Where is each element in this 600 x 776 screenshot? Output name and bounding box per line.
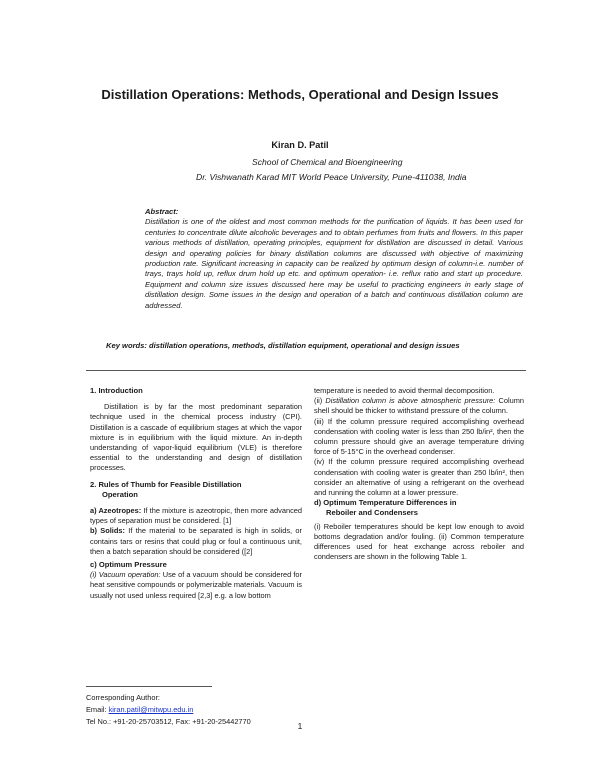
footnote-divider — [86, 686, 212, 687]
continued-paragraph: temperature is needed to avoid thermal decomposition. — [314, 386, 495, 395]
vacuum-label: (i) Vacuum operation: — [90, 570, 161, 580]
email-link[interactable]: kiran.patil@mitwpu.edu.in — [108, 705, 194, 715]
author-name: Kiran D. Patil — [271, 140, 329, 150]
vacuum-text: Use of a vacuum should be considered for heat sensitive compounds or polymerizable materials. Vacuum is usually not used unless required [2,3] e.g. a low bottom — [90, 570, 302, 600]
paper-title: Distillation Operations: Methods, Operational and Design Issues — [101, 87, 499, 102]
left-column — [90, 386, 302, 601]
pressure-ii-italic: Distillation column is above atmospheric pressure: — [325, 396, 496, 406]
abstract — [145, 207, 523, 311]
abstract-text: Distillation is one of the oldest and most common methods for the purification of liquids. It has been used for centuries to concentrate dilute alcoholic beverages and to obtain perfumes from fruits and flowers. In this paper various methods of distillation, operating principles, equipment for distillation are discussed in detail. Various design and operating policies for binary distillation columns are discussed with objective of maximizing production rate. Significant increasing in capacity can be realized by optimum design of column-i.e. number of trays, trays hold up, reflux drum hold up etc. and optimum operation- i.e. reflux ratio and start up procedure. Equipment and column size issues discussed here may be useful to practicing engineers in early stage of distillation design. Some issues in the design and operation of a batch and continuous distillation column are addressed. — [145, 217, 523, 310]
pressure-ii-text: Column shell should be thicker to withstand pressure of the column. — [314, 396, 524, 416]
azeotropes-label: a) Azeotropes: — [90, 506, 142, 516]
pressure-ii-label: (ii) — [314, 396, 326, 406]
azeotropes-paragraph — [90, 506, 302, 526]
page-number: 1 — [297, 721, 303, 731]
email-line — [86, 704, 251, 716]
solids-text: If the material to be separated is high in solids, or contains tars or resins that could plug or foul a continuous unit, then a batch separation should be considered ([2] — [90, 526, 302, 556]
corresponding-author-label: Corresponding Author: — [86, 693, 160, 702]
rules-heading — [90, 480, 302, 500]
phone-line: Tel No.: +91-20-25703512, Fax: +91-20-25442770 — [86, 717, 251, 727]
rules-heading-line1: 2. Rules of Thumb for Feasible Distillation — [90, 479, 242, 489]
right-column — [314, 386, 524, 562]
intro-heading: 1. Introduction — [90, 386, 143, 395]
azeotropes-text: If the mixture is azeotropic, then more advanced types of separation must be considered. [1] — [90, 506, 302, 526]
temperature-paragraph: (i) Reboiler temperatures should be kept low enough to avoid bottoms degradation and/or fouling. (ii) Common temperature differences used for heat exchange across reboiler and condensers are shown in the following Table 1. — [314, 521, 524, 562]
pressure-heading: c) Optimum Pressure — [90, 560, 167, 570]
abstract-label: Abstract: — [145, 207, 179, 216]
keywords: Key words: distillation operations, methods, distillation equipment, operational and design issues — [106, 341, 460, 350]
affiliation-school: School of Chemical and Bioengineering — [252, 157, 403, 167]
temperature-heading-line2: Reboiler and Condensers — [326, 508, 418, 518]
pressure-ii-paragraph — [314, 396, 524, 416]
solids-paragraph — [90, 526, 302, 557]
pressure-iii-paragraph: (iii) If the column pressure required accomplishing overhead condensation with cooling water is less than 250 lb/in², then the column pressure should give an average temperature driving force of 5-15°C in the overhead condenser. — [314, 416, 524, 457]
section-divider — [86, 370, 526, 371]
rules-heading-line2: Operation — [102, 489, 138, 499]
affiliation-university: Dr. Vishwanath Karad MIT World Peace University, Pune-411038, India — [196, 172, 467, 182]
solids-label: b) Solids: — [90, 526, 125, 536]
pressure-iv-paragraph: (iv) If the column pressure required accomplishing overhead condensation with cooling water is greater than 250 lb/in², then consider an alternative of using a refrigerant on the overhead and running the column at a lower pressure. — [314, 457, 524, 498]
temperature-heading-line1: d) Optimum Temperature Differences in — [314, 498, 457, 508]
vacuum-paragraph — [90, 570, 302, 601]
intro-paragraph: Distillation is by far the most predominant separation technique used in the chemical process industry (CPI). Distillation is a cascade of equilibrium stages at which the vapor mixture is in equilibrium with the liquid mixture. An in-depth understanding of vapor-liquid equilibrium (VLE) is therefore essential to the understanding and design of distillation processes. — [90, 402, 302, 473]
email-label: Email: — [86, 705, 109, 715]
temperature-heading — [314, 498, 524, 518]
